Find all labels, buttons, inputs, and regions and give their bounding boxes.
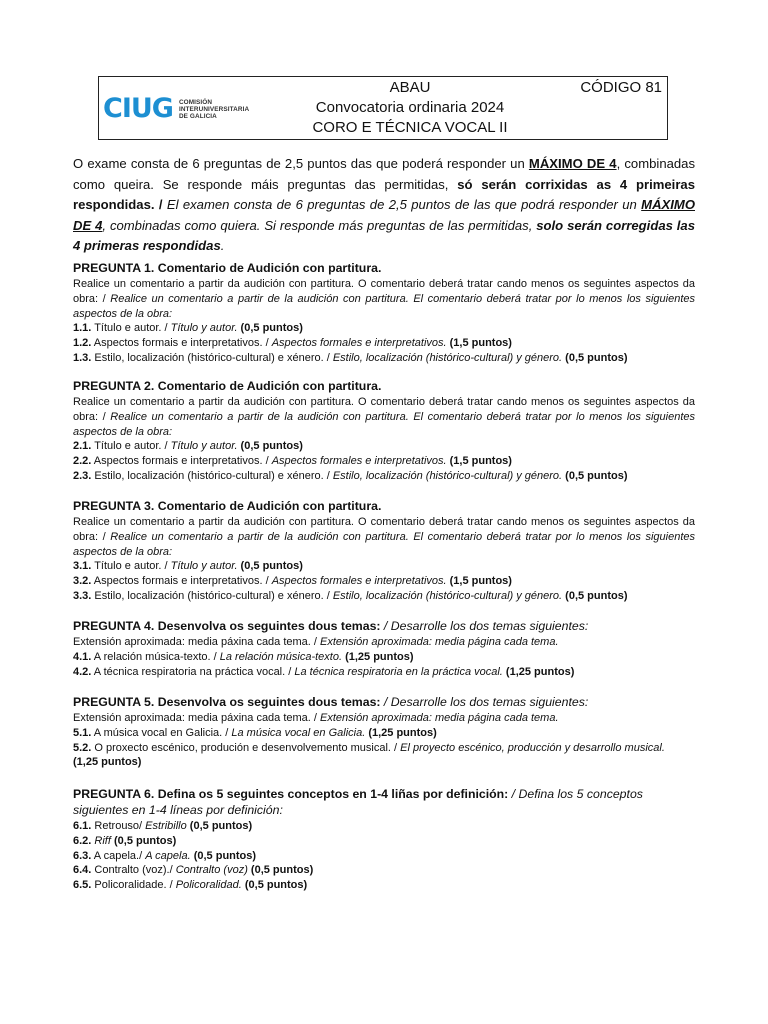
item-gl: Título e autor. / xyxy=(91,322,171,335)
item-points: (0,5 puntos) xyxy=(562,351,628,364)
item-points: (1,5 puntos) xyxy=(446,575,512,588)
item-es: La música vocal en Galicia. xyxy=(231,726,366,739)
item-gl: Aspectos formais e interpretativos. / xyxy=(91,575,272,588)
item-es: La técnica respiratoria en la práctica vocal. xyxy=(294,665,503,678)
logo-line-1: COMISIÓN xyxy=(178,98,213,106)
title-es: / Desarrolle los dos temas siguientes: xyxy=(380,695,589,709)
desc-es: Realice un comentario a partir de la audición con partitura. El comentario deberá tratar por lo menos los siguientes aspectos de la obra: xyxy=(73,530,695,558)
question-item xyxy=(73,574,695,589)
item-points: (0,5 puntos) xyxy=(186,820,253,832)
intro-text-es: . xyxy=(220,238,225,253)
question-5 xyxy=(73,694,695,770)
question-title xyxy=(73,786,695,818)
item-number: 2.2. xyxy=(73,455,92,468)
intro-bold-es: solo serán corregidas las 4 primeras respondidas xyxy=(73,217,695,253)
item-number: 6.4. xyxy=(73,864,92,877)
item-gl: A capela./ xyxy=(91,849,146,862)
item-number: 3.1. xyxy=(73,560,92,573)
intro-text-es: , combinadas como quiera. Si responde más preguntas de las permitidas, xyxy=(102,217,537,233)
item-points: (1,25 puntos) xyxy=(365,726,437,739)
question-title xyxy=(73,694,695,710)
desc-gl: Realice un comentario a partir da audición con partitura. O comentario deberá tratar cando menos os seguintes aspectos da obra: / xyxy=(73,516,695,543)
intro-separator: / xyxy=(154,197,167,212)
item-points: (0,5 puntos) xyxy=(190,849,257,862)
item-points: (0,5 puntos) xyxy=(247,864,314,877)
item-number: 1.1. xyxy=(73,322,92,335)
ext-gl: Extensión aproximada: media páxina cada tema. / xyxy=(73,636,321,648)
question-item xyxy=(73,665,695,680)
item-gl: Policoralidade. / xyxy=(91,879,176,892)
question-item xyxy=(73,726,695,741)
question-title: PREGUNTA 1. Comentario de Audición con partitura. xyxy=(73,261,382,275)
question-1 xyxy=(73,260,695,366)
question-item xyxy=(73,469,695,484)
item-points: (0,5 puntos) xyxy=(562,469,628,482)
question-item xyxy=(73,589,695,604)
item-points: (0,5 puntos) xyxy=(237,560,303,573)
item-points: (0,5 puntos) xyxy=(237,322,303,335)
item-points: (0,5 puntos) xyxy=(237,440,303,453)
title-es: / Desarrolle los dos temas siguientes: xyxy=(380,619,589,633)
item-points: (0,5 puntos) xyxy=(110,834,177,847)
item-gl: Aspectos formais e interpretativos. / xyxy=(91,455,272,468)
item-number: 4.1. xyxy=(73,650,92,663)
item-number: 5.1. xyxy=(73,726,92,739)
exam-subject: CORO E TÉCNICA VOCAL II xyxy=(312,119,508,136)
question-item xyxy=(73,849,695,864)
question-description xyxy=(73,515,695,559)
question-description xyxy=(73,277,695,321)
logo-mark: CIUG xyxy=(103,93,173,124)
item-number: 1.2. xyxy=(73,337,92,350)
question-title: PREGUNTA 3. Comentario de Audición con partitura. xyxy=(73,499,382,513)
question-item xyxy=(73,351,695,366)
question-2 xyxy=(73,378,695,484)
item-number: 1.3. xyxy=(73,351,92,364)
item-points: (1,5 puntos) xyxy=(446,337,512,350)
item-es: Aspectos formales e interpretativos. xyxy=(271,455,447,468)
intro-max-es: MÁXIMO DE 4 xyxy=(73,197,695,233)
item-gl: A relación música-texto. / xyxy=(91,650,220,663)
item-gl: Retrouso/ xyxy=(91,820,146,832)
question-item xyxy=(73,878,695,893)
extension-note xyxy=(73,711,695,726)
item-es: Estilo, localización (histórico-cultural) y género. xyxy=(332,469,563,482)
item-points: (1,5 puntos) xyxy=(446,455,512,468)
item-es: Estilo, localización (histórico-cultural) y género. xyxy=(332,351,563,364)
question-item xyxy=(73,650,695,665)
desc-es: Realice un comentario a partir de la audición con partitura. El comentario deberá tratar por lo menos los siguientes aspectos de la obra: xyxy=(73,292,695,320)
question-item xyxy=(73,454,695,469)
item-points: (0,5 puntos) xyxy=(241,879,308,892)
question-item xyxy=(73,819,695,834)
item-number: 4.2. xyxy=(73,665,92,678)
question-title xyxy=(73,618,695,634)
intro-text: O exame consta de 6 preguntas de 2,5 puntos das que poderá responder un xyxy=(73,156,529,171)
title-gl: PREGUNTA 6. Defina os 5 seguintes conceptos en 1-4 liñas por definición: xyxy=(73,787,509,801)
ext-es: Extensión aproximada: media página cada tema. xyxy=(320,636,559,648)
question-4 xyxy=(73,618,695,679)
intro-text-es: El examen consta de 6 preguntas de 2,5 puntos de las que podrá responder un xyxy=(166,197,642,212)
extension-note xyxy=(73,635,695,650)
ext-gl: Extensión aproximada: media páxina cada tema. / xyxy=(73,712,321,724)
exam-code: CÓDIGO 81 xyxy=(580,79,662,96)
item-number: 5.2. xyxy=(73,741,92,754)
question-item xyxy=(73,863,695,878)
question-item xyxy=(73,439,695,454)
item-es: Título y autor. xyxy=(170,322,238,335)
question-item xyxy=(73,834,695,849)
item-gl: Aspectos formais e interpretativos. / xyxy=(91,337,272,350)
item-es: Estilo, localización (histórico-cultural) y género. xyxy=(332,589,563,602)
desc-gl: Realice un comentario a partir da audición con partitura. O comentario deberá tratar cando menos os seguintes aspectos da obra: / xyxy=(73,396,695,423)
item-es: Riff xyxy=(94,834,111,847)
item-es: La relación música-texto. xyxy=(219,650,343,663)
exam-session: Convocatoria ordinaria 2024 xyxy=(315,99,505,116)
question-item xyxy=(73,741,695,771)
title-gl: PREGUNTA 5. Desenvolva os seguintes dous temas: xyxy=(73,695,381,709)
title-gl: PREGUNTA 4. Desenvolva os seguintes dous temas: xyxy=(73,619,381,633)
item-number: 2.3. xyxy=(73,469,92,482)
question-item xyxy=(73,559,695,574)
exam-name: ABAU xyxy=(389,79,431,96)
item-number: 3.2. xyxy=(73,575,92,588)
item-gl: Título e autor. / xyxy=(91,440,171,453)
item-gl: Estilo, localización (histórico-cultural) e xénero. / xyxy=(91,351,333,364)
item-es: Estribillo xyxy=(145,820,187,832)
item-gl: Título e autor. / xyxy=(91,560,171,573)
item-es: Contralto (voz) xyxy=(175,864,248,877)
desc-es: Realice un comentario a partir de la audición con partitura. El comentario deberá tratar por lo menos los siguientes aspectos de la obra: xyxy=(73,410,695,438)
item-points: (1,25 puntos) xyxy=(342,650,414,663)
item-es: Policoralidad. xyxy=(175,879,242,892)
intro-max: MÁXIMO DE 4 xyxy=(528,156,617,171)
item-number: 6.2. xyxy=(73,834,92,847)
item-number: 6.3. xyxy=(73,849,92,862)
logo-line-2: INTERUNIVERSITARIA xyxy=(178,105,250,113)
item-number: 2.1. xyxy=(73,440,92,453)
question-6 xyxy=(73,786,695,893)
item-gl: Estilo, localización (histórico-cultural) e xénero. / xyxy=(91,589,333,602)
item-es: Aspectos formales e interpretativos. xyxy=(271,337,447,350)
item-points: (0,5 puntos) xyxy=(562,589,628,602)
instructions xyxy=(73,154,695,257)
question-title: PREGUNTA 2. Comentario de Audición con partitura. xyxy=(73,379,382,393)
item-gl: A música vocal en Galicia. / xyxy=(91,726,232,739)
exam-header xyxy=(98,76,668,140)
item-gl: O proxecto escénico, produción e desenvolvemento musical. / xyxy=(91,741,401,754)
item-gl: Contralto (voz)./ xyxy=(91,864,176,877)
ext-es: Extensión aproximada: media página cada tema. xyxy=(320,712,559,724)
desc-gl: Realice un comentario a partir da audición con partitura. O comentario deberá tratar cando menos os seguintes aspectos da obra: / xyxy=(73,278,695,305)
item-gl: Estilo, localización (histórico-cultural) e xénero. / xyxy=(91,469,333,482)
intro-text: , combinadas como queira. Se responde máis preguntas das permitidas, xyxy=(73,156,695,192)
item-es: Título y autor. xyxy=(170,560,238,573)
item-number: 6.1. xyxy=(73,820,92,832)
item-es: Título y autor. xyxy=(170,440,238,453)
item-points: (1,25 puntos) xyxy=(73,756,142,769)
logo-line-3: DE GALICIA xyxy=(178,112,217,120)
item-number: 3.3. xyxy=(73,589,92,602)
item-number: 6.5. xyxy=(73,879,92,892)
question-item xyxy=(73,321,695,336)
item-points: (1,25 puntos) xyxy=(502,665,575,678)
question-3 xyxy=(73,498,695,604)
item-es: Aspectos formales e interpretativos. xyxy=(271,575,447,588)
question-description xyxy=(73,395,695,439)
item-gl: A técnica respiratoria na práctica vocal. / xyxy=(91,665,295,678)
item-es: A capela. xyxy=(145,849,191,862)
intro-bold: só serán corrixidas as 4 primeiras respondidas. xyxy=(73,176,695,212)
item-es: El proyecto escénico, producción y desarrollo musical. xyxy=(400,741,665,754)
title-es: / Defina los 5 conceptos siguientes en 1-4 líneas por definición: xyxy=(73,787,643,817)
question-item xyxy=(73,336,695,351)
